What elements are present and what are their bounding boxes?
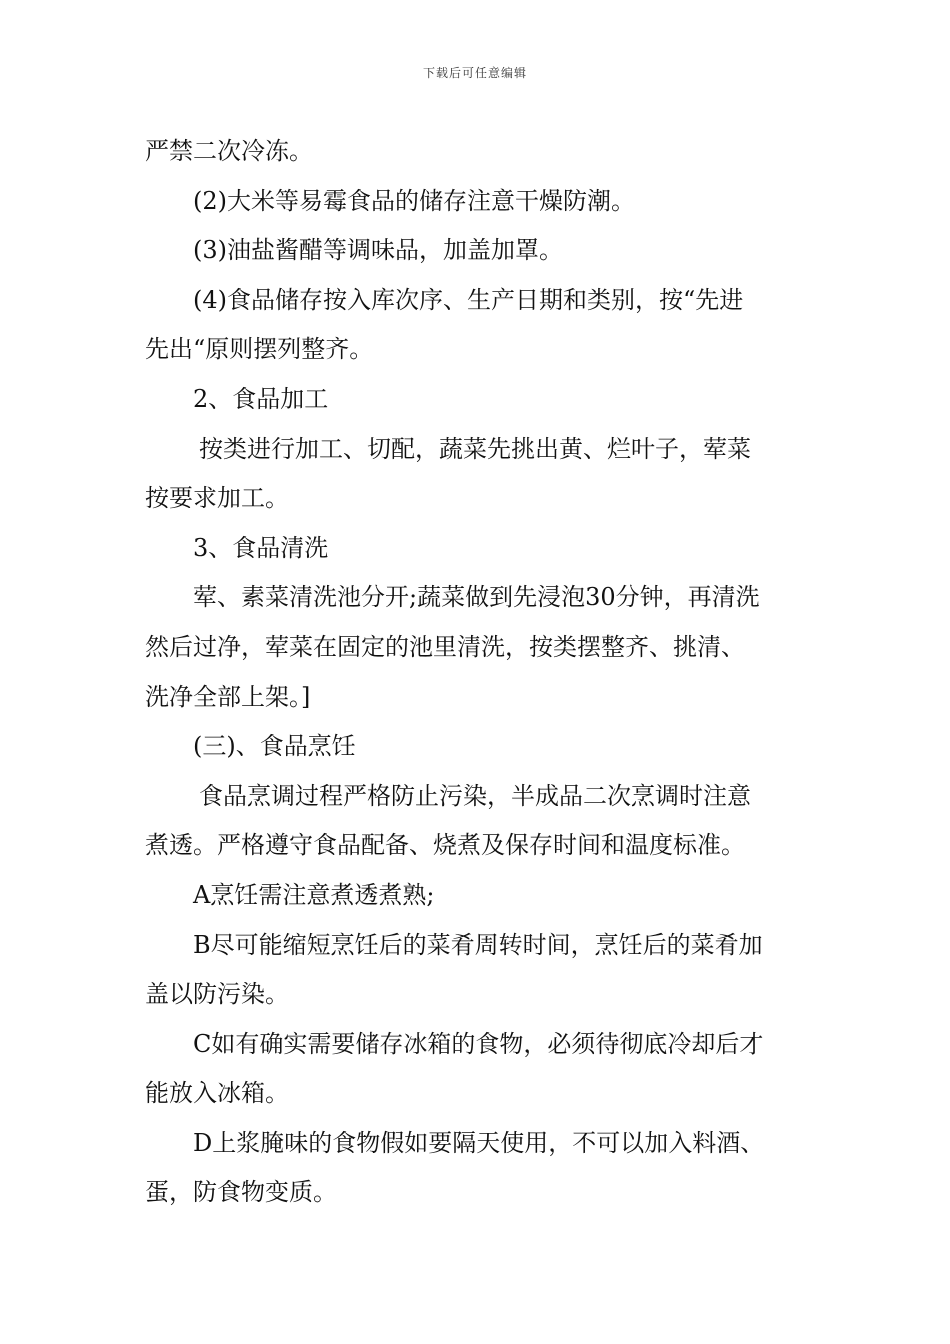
- text-line-17: B尽可能缩短烹饪后的菜肴周转时间，烹饪后的菜肴加: [193, 930, 763, 959]
- text-line-4: (4)食品储存按入库次序、生产日期和类别，按“先进: [193, 285, 744, 314]
- text-line-15: 煮透。严格遵守食品配备、烧煮及保存时间和温度标准。: [145, 831, 745, 860]
- text-line-11: 然后过净，荤菜在固定的池里清洗，按类摆整齐、挑清、: [145, 632, 745, 661]
- text-line-8: 按要求加工。: [145, 484, 289, 513]
- text-line-19: C如有确实需要储存冰箱的食物，必须待彻底冷却后才: [193, 1029, 764, 1058]
- section-heading-food-processing: 2、食品加工: [193, 384, 329, 413]
- text-line-2: (2)大米等易霉食品的储存注意干燥防潮。: [193, 186, 635, 215]
- text-line-22: 蛋，防食物变质。: [145, 1178, 337, 1207]
- text-line-12: 洗净全部上架。]: [145, 682, 311, 711]
- text-line-21: D上浆腌味的食物假如要隔天使用，不可以加入料酒、: [193, 1128, 765, 1157]
- text-line-1: 严禁二次冷冻。: [145, 137, 313, 165]
- section-heading-food-cooking: (三)、食品烹饪: [193, 732, 356, 761]
- text-line-18: 盖以防污染。: [145, 980, 289, 1009]
- text-line-7: 按类进行加工、切配，蔬菜先挑出黄、烂叶子，荤菜: [199, 434, 751, 463]
- section-heading-food-cleaning: 3、食品清洗: [193, 533, 329, 562]
- page-header: 下载后可任意编辑: [422, 66, 527, 80]
- text-line-14: 食品烹调过程严格防止污染，半成品二次烹调时注意: [199, 781, 751, 810]
- text-line-5: 先出“原则摆列整齐。: [145, 335, 374, 364]
- text-line-10: 荤、素菜清洗池分开;蔬菜做到先浸泡30分钟，再清洗: [193, 583, 760, 612]
- document-body: [145, 127, 810, 1218]
- text-line-16: A烹饪需注意煮透煮熟;: [193, 880, 435, 909]
- text-line-20: 能放入冰箱。: [145, 1079, 289, 1108]
- text-line-3: (3)油盐酱醋等调味品，加盖加罩。: [193, 236, 563, 265]
